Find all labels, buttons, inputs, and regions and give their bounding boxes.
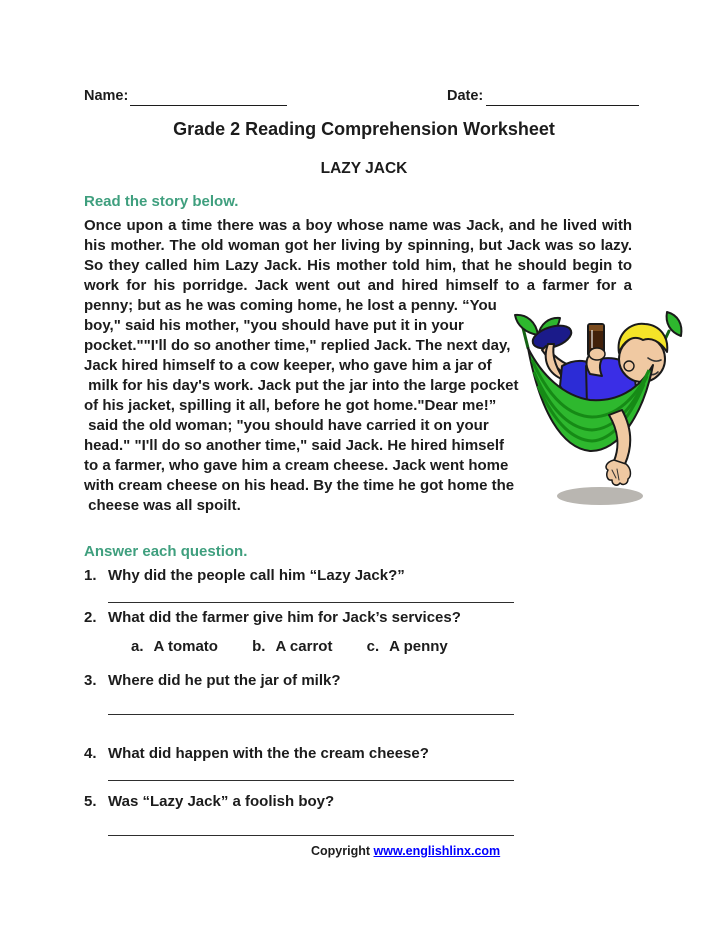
copyright-label: Copyright (311, 844, 374, 858)
option-b (252, 638, 332, 655)
answer-questions-heading: Answer each question. (84, 543, 248, 560)
option-letter: b. (252, 638, 266, 655)
boy-hand-dangling (606, 460, 630, 485)
option-letter: c. (366, 638, 380, 655)
question-number: 4. (84, 745, 97, 762)
question-text: What did happen with the the cream cheese? (108, 745, 429, 762)
story-line: pocket.""I'll do so another time," replied Jack. The next day, (84, 337, 511, 354)
answer-line-3 (108, 780, 514, 781)
leaf-icon (515, 315, 538, 335)
story-line: head." "I'll do so another time," said Jack. He hired himself (84, 437, 505, 454)
question-2-options (131, 638, 478, 655)
story-line: cheese was all spoilt. (84, 497, 241, 514)
story-line: of his jacket, spilling it all, before he got home."Dear me!” (84, 397, 497, 414)
story-line: Once upon a time there was a boy whose name was Jack, and he lived with (84, 217, 632, 234)
hammock-icon (502, 298, 698, 510)
question-number: 1. (84, 567, 97, 584)
question-text: Why did the people call him “Lazy Jack?” (108, 567, 405, 584)
option-c (367, 638, 448, 655)
name-label: Name: (84, 88, 129, 104)
question-number: 3. (84, 672, 97, 689)
copyright-link[interactable]: www.englishlinx.com (373, 844, 501, 858)
question-text: Was “Lazy Jack” a foolish boy? (108, 793, 335, 810)
date-label: Date: (447, 88, 484, 104)
name-fill-line (130, 105, 287, 106)
question-3 (84, 671, 624, 690)
story-title: LAZY JACK (320, 160, 408, 177)
story-line: work for his porridge. Jack went out and hired himself to a farmer for a (84, 277, 632, 294)
question-number: 5. (84, 793, 97, 810)
option-text: A penny (389, 638, 448, 655)
question-number: 2. (84, 609, 97, 626)
story-line: with cream cheese on his head. By the time he got home the (84, 477, 515, 494)
story-line: to a farmer, who gave him a cream cheese. Jack went home (84, 457, 509, 474)
question-1 (84, 566, 624, 585)
answer-line-4 (108, 835, 514, 836)
option-text: A tomato (153, 638, 218, 655)
story-line: said the old woman; "you should have carried it on your (84, 417, 489, 434)
question-5 (84, 792, 624, 811)
story-line: Jack hired himself to a cow keeper, who gave him a jar of (84, 357, 492, 374)
boy-hand-holding (589, 348, 605, 360)
story-line: So they called him Lazy Jack. His mother told him, that he should begin to (84, 257, 632, 274)
story-line: his mother. The old woman got her living by spinning, but Jack was so lazy. (84, 237, 632, 254)
date-fill-line (486, 105, 639, 106)
question-text: Where did he put the jar of milk? (108, 672, 341, 689)
option-a (131, 638, 218, 655)
option-text: A carrot (275, 638, 333, 655)
question-4 (84, 744, 624, 763)
boy-in-hammock-illustration (502, 298, 698, 510)
question-text: What did the farmer give him for Jack’s services? (108, 609, 461, 626)
story-line: boy," said his mother, "you should have put it in your (84, 317, 464, 334)
answer-line-2 (108, 714, 514, 715)
ground-shadow (557, 487, 643, 505)
copyright (311, 844, 500, 858)
read-story-heading: Read the story below. (84, 193, 239, 210)
page-title: Grade 2 Reading Comprehension Worksheet (173, 119, 555, 139)
boy-ear (624, 361, 634, 371)
question-2 (84, 608, 624, 627)
story-line: penny; but as he was coming home, he lost a penny. “You (84, 297, 497, 314)
story-line: milk for his day's work. Jack put the jar into the large pocket (84, 377, 519, 394)
answer-line-1 (108, 602, 514, 603)
option-letter: a. (131, 638, 144, 655)
